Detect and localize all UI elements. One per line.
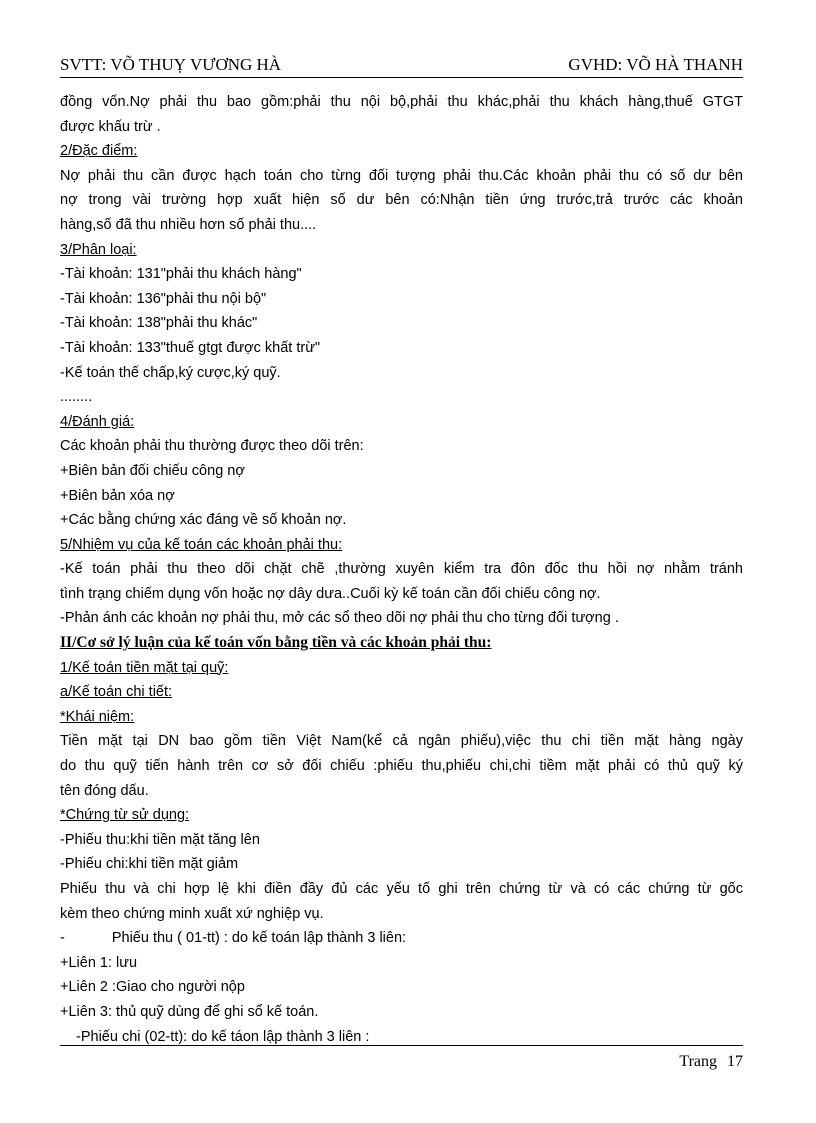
text-line: tên đóng dấu. — [60, 782, 149, 799]
page-label: Trang — [679, 1053, 717, 1070]
list-item: +Biên bản xóa nợ — [60, 487, 175, 504]
footer-divider — [60, 1045, 743, 1046]
list-item: -Tài khoản: 133"thuế gtgt được khất trừ" — [60, 339, 321, 356]
list-item: -Tài khoản: 131"phải thu khách hàng" — [60, 266, 302, 283]
supervisor-name: GVHD: VÕ HÀ THANH — [568, 55, 743, 74]
list-item-indented — [60, 926, 743, 951]
text-line: kèm theo chứng minh xuất xứ nghiệp vụ. — [60, 905, 324, 922]
text-line: Các khoản phải thu thường được theo dõi trên: — [60, 438, 364, 455]
page-number: 17 — [727, 1053, 743, 1070]
list-item: -Kế toán thế chấp,ký cược,ký quỹ. — [60, 364, 281, 381]
page-header — [60, 54, 743, 78]
list-item: +Liên 2 :Giao cho người nộp — [60, 979, 245, 996]
text-line: tình trạng chiếm dụng vốn hoặc nợ dây dưa..Cuối kỳ kế toán cần đối chiếu công nợ. — [60, 585, 601, 602]
text-line: Nợ phải thu cần được hạch toán cho từng đối tượng phải thu.Các khoản phải thu có số dư bên — [60, 167, 743, 184]
list-item: +Biên bản đối chiếu công nợ — [60, 462, 245, 479]
section-heading: 4/Đánh giá: — [60, 413, 135, 430]
bullet-dash: - — [60, 930, 65, 947]
section-heading: a/Kế toán chi tiết: — [60, 684, 173, 701]
section-heading: 3/Phân loại: — [60, 241, 137, 258]
list-item: -Tài khoản: 136"phải thu nội bộ" — [60, 290, 267, 307]
section-heading: *Khái niệm: — [60, 708, 135, 725]
text-line: được khấu trừ . — [60, 118, 161, 135]
document-body — [60, 90, 743, 1049]
section-heading: 2/Đặc điểm: — [60, 143, 138, 160]
text-line: Phiếu thu và chi hợp lệ khi điền đầy đủ các yếu tố ghi trên chứng từ và có các chứng từ gốc — [60, 881, 743, 897]
section-heading: 5/Nhiệm vụ của kế toán các khoản phải thu: — [60, 536, 343, 553]
text-line: hàng,số đã thu nhiều hơn số phải thu.... — [60, 216, 317, 233]
text-line: -Kế toán phải thu theo dõi chặt chẽ ,thường xuyên kiểm tra đôn đốc thu hồi nợ nhằm tránh — [60, 561, 743, 578]
list-item: -Tài khoản: 138"phải thu khác" — [60, 315, 258, 332]
list-item: -Phiếu chi:khi tiền mặt giảm — [60, 856, 239, 873]
text-line: ........ — [60, 389, 93, 406]
list-item: +Liên 3: thủ quỹ dùng để ghi sổ kế toán. — [60, 1003, 319, 1020]
text-line: do thu quỹ tiến hành trên cơ sở đối chiếu :phiếu thu,phiếu chi,chi tiềm mặt phải có thủ quỹ ký — [60, 758, 743, 775]
list-item: +Các bằng chứng xác đáng về số khoản nợ. — [60, 512, 347, 529]
text-line: Tiền mặt tại DN bao gồm tiền Việt Nam(kể cả ngân phiếu),việc thu chi tiền mặt hàng ngày — [60, 733, 743, 750]
page-footer — [679, 1051, 743, 1073]
section-heading: *Chứng từ sử dụng: — [60, 807, 190, 824]
list-item-text: Phiếu thu ( 01-tt) : do kế toán lập thành 3 liên: — [111, 930, 407, 947]
text-line: đồng vốn.Nợ phải thu bao gồm:phải thu nội bộ,phải thu khác,phải thu khách hàng,thuế GTGT — [60, 94, 743, 110]
section-heading: 1/Kế toán tiền mặt tại quỹ: — [60, 659, 229, 676]
chapter-heading: II/Cơ sở lý luận của kế toán vốn bằng tiền và các khoản phải thu: — [60, 634, 492, 652]
list-item: +Liên 1: lưu — [60, 954, 138, 971]
student-name: SVTT: VÕ THUỴ VƯƠNG HÀ — [60, 55, 282, 74]
text-line: -Phản ánh các khoản nợ phải thu, mở các sổ theo dõi nợ phải thu cho từng đối tượng . — [60, 610, 619, 627]
text-line: nợ trong vài trường hợp xuất hiện số dư bên có:Nhận tiền ứng trước,trả trước các khoản — [60, 192, 743, 209]
list-item: -Phiếu chi (02-tt): do kế táon lập thành 3 liên : — [76, 1028, 370, 1045]
list-item: -Phiếu thu:khi tiền mặt tăng lên — [60, 831, 260, 848]
